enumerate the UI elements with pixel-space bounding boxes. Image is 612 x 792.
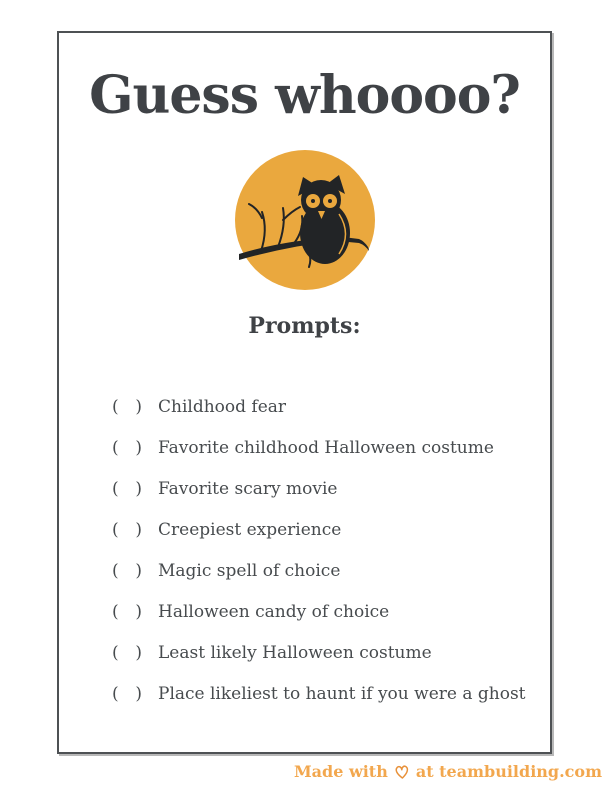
paren-open: ( (112, 560, 119, 581)
paren-close: ) (135, 519, 142, 540)
paren-close: ) (135, 683, 142, 704)
paren-close: ) (135, 437, 142, 458)
answer-blank (112, 518, 142, 542)
prompt-row (112, 436, 530, 460)
prompt-label: Favorite scary movie (158, 478, 338, 499)
paren-open: ( (112, 478, 119, 499)
owl-body (300, 202, 350, 264)
prompt-label: Creepiest experience (158, 519, 342, 540)
paren-close: ) (135, 396, 142, 417)
paren-open: ( (112, 519, 119, 540)
prompt-label: Least likely Halloween costume (158, 642, 432, 663)
footer-made-with-text: Made with (293, 762, 388, 781)
prompt-row (112, 518, 530, 542)
paren-close: ) (135, 478, 142, 499)
prompt-label: Favorite childhood Halloween costume (158, 437, 494, 458)
prompt-row (112, 641, 530, 665)
footer-site-link[interactable]: at teambuilding.com (415, 762, 602, 781)
answer-blank (112, 600, 142, 624)
answer-blank (112, 436, 142, 460)
prompt-label: Place likeliest to haunt if you were a ghost (158, 683, 526, 704)
paren-close: ) (135, 601, 142, 622)
answer-blank (112, 477, 142, 501)
prompt-list (59, 395, 550, 706)
owl-illustration-wrap (59, 150, 550, 290)
answer-blank (112, 682, 142, 706)
paren-open: ( (112, 437, 119, 458)
answer-blank (112, 641, 142, 665)
paren-close: ) (135, 642, 142, 663)
worksheet-frame (57, 31, 552, 754)
page-title: Guess whoooo? (89, 65, 520, 126)
prompt-label: Magic spell of choice (158, 560, 341, 581)
paren-open: ( (112, 642, 119, 663)
paren-close: ) (135, 560, 142, 581)
answer-blank (112, 559, 142, 583)
paren-open: ( (112, 396, 119, 417)
prompt-row (112, 559, 530, 583)
prompts-heading: Prompts: (248, 312, 361, 339)
paren-open: ( (112, 601, 119, 622)
answer-blank (112, 395, 142, 419)
footer-credit (294, 762, 602, 781)
paren-open: ( (112, 683, 119, 704)
owl-on-branch-icon (235, 150, 375, 290)
prompt-row (112, 600, 530, 624)
prompt-label: Childhood fear (158, 396, 287, 417)
prompt-row (112, 477, 530, 501)
prompt-row (112, 682, 530, 706)
prompt-row (112, 395, 530, 419)
prompt-label: Halloween candy of choice (158, 601, 390, 622)
heart-icon (392, 762, 411, 781)
